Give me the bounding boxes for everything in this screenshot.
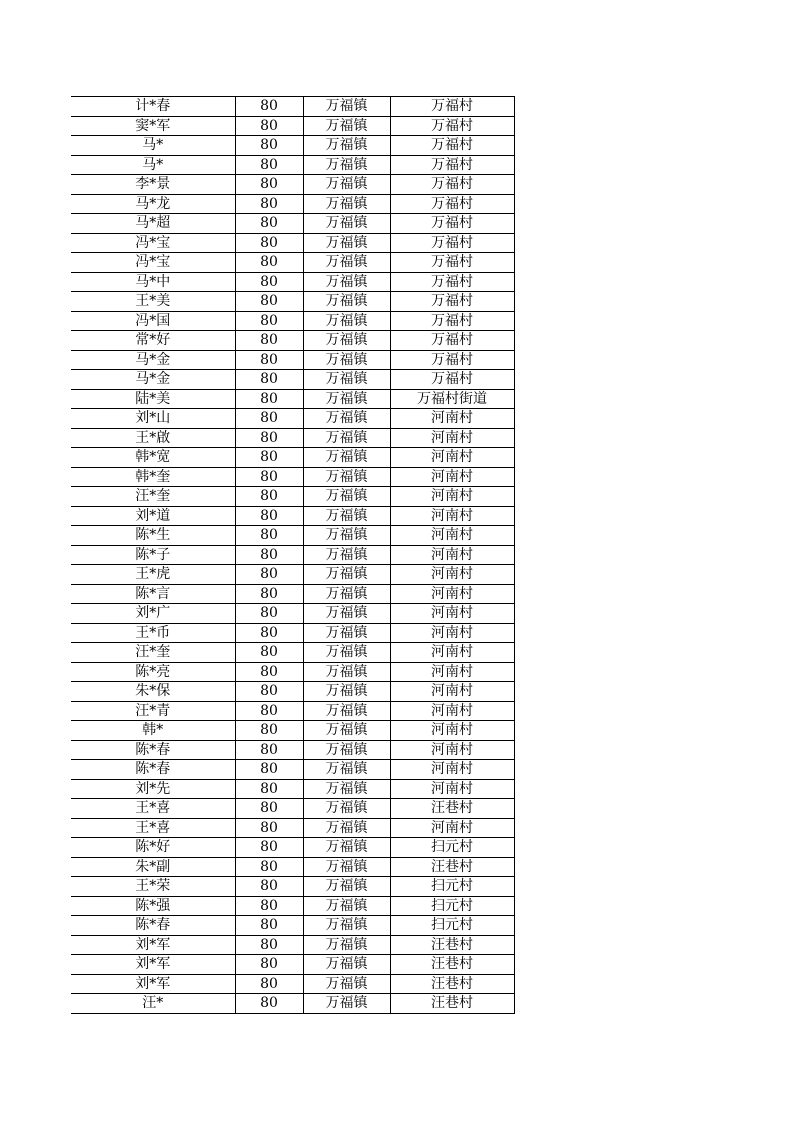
cell-village: 河南村 [390,818,514,838]
cell-village: 万福村 [390,97,514,117]
cell-town: 万福镇 [303,740,390,760]
cell-village: 河南村 [390,506,514,526]
cell-amount: 80 [235,799,303,819]
cell-amount: 80 [235,604,303,624]
cell-village: 河南村 [390,721,514,741]
cell-name: 刘*山 [71,409,235,429]
cell-town: 万福镇 [303,721,390,741]
cell-amount: 80 [235,760,303,780]
table-row [71,467,514,487]
cell-name: 陈*好 [71,838,235,858]
cell-town: 万福镇 [303,584,390,604]
cell-town: 万福镇 [303,487,390,507]
cell-town: 万福镇 [303,214,390,234]
cell-amount: 80 [235,350,303,370]
cell-town: 万福镇 [303,935,390,955]
cell-name: 韩*奎 [71,467,235,487]
cell-town: 万福镇 [303,194,390,214]
cell-name: 马*中 [71,272,235,292]
cell-town: 万福镇 [303,955,390,975]
cell-town: 万福镇 [303,311,390,331]
cell-village: 万福村 [390,136,514,156]
cell-village: 汪巷村 [390,994,514,1014]
cell-name: 王*虎 [71,565,235,585]
cell-amount: 80 [235,136,303,156]
cell-town: 万福镇 [303,857,390,877]
table-row [71,818,514,838]
cell-town: 万福镇 [303,350,390,370]
cell-name: 汪*奎 [71,487,235,507]
table-row [71,604,514,624]
cell-village: 万福村 [390,175,514,195]
cell-amount: 80 [235,467,303,487]
cell-town: 万福镇 [303,97,390,117]
cell-amount: 80 [235,682,303,702]
cell-town: 万福镇 [303,662,390,682]
cell-name: 冯*宝 [71,253,235,273]
table-row [71,623,514,643]
cell-name: 计*春 [71,97,235,117]
cell-village: 万福村 [390,116,514,136]
cell-name: 冯*宝 [71,233,235,253]
cell-name: 李*景 [71,175,235,195]
cell-name: 王*喜 [71,818,235,838]
cell-village: 河南村 [390,740,514,760]
cell-town: 万福镇 [303,175,390,195]
table-row [71,565,514,585]
cell-village: 万福村 [390,350,514,370]
cell-name: 王*币 [71,623,235,643]
cell-name: 刘*道 [71,506,235,526]
cell-amount: 80 [235,389,303,409]
cell-town: 万福镇 [303,428,390,448]
cell-amount: 80 [235,311,303,331]
cell-village: 河南村 [390,545,514,565]
table-row [71,662,514,682]
cell-village: 河南村 [390,760,514,780]
cell-name: 陈*子 [71,545,235,565]
cell-town: 万福镇 [303,545,390,565]
cell-town: 万福镇 [303,116,390,136]
cell-town: 万福镇 [303,779,390,799]
cell-amount: 80 [235,233,303,253]
table-row [71,643,514,663]
cell-village: 万福村 [390,253,514,273]
table-row [71,935,514,955]
cell-name: 王*荣 [71,877,235,897]
table-row [71,233,514,253]
roster-table [71,96,515,1014]
cell-village: 扫元村 [390,838,514,858]
cell-town: 万福镇 [303,448,390,468]
cell-name: 陈*言 [71,584,235,604]
cell-village: 河南村 [390,487,514,507]
cell-town: 万福镇 [303,818,390,838]
cell-amount: 80 [235,662,303,682]
table-row [71,526,514,546]
cell-village: 汪巷村 [390,955,514,975]
cell-town: 万福镇 [303,799,390,819]
table-row [71,721,514,741]
cell-name: 陈*春 [71,760,235,780]
cell-amount: 80 [235,155,303,175]
cell-name: 刘*军 [71,955,235,975]
cell-name: 马*龙 [71,194,235,214]
cell-town: 万福镇 [303,409,390,429]
table-row [71,331,514,351]
cell-amount: 80 [235,97,303,117]
cell-amount: 80 [235,721,303,741]
cell-village: 汪巷村 [390,857,514,877]
roster-table-body [71,97,514,1014]
cell-name: 陈*春 [71,740,235,760]
cell-amount: 80 [235,194,303,214]
table-row [71,838,514,858]
cell-name: 马*金 [71,370,235,390]
cell-amount: 80 [235,565,303,585]
cell-town: 万福镇 [303,877,390,897]
cell-village: 汪巷村 [390,935,514,955]
cell-name: 冯*国 [71,311,235,331]
cell-amount: 80 [235,409,303,429]
table-row [71,97,514,117]
table-row [71,155,514,175]
cell-name: 刘*军 [71,974,235,994]
table-row [71,292,514,312]
cell-village: 扫元村 [390,877,514,897]
table-row [71,350,514,370]
cell-town: 万福镇 [303,253,390,273]
cell-village: 扫元村 [390,916,514,936]
table-row [71,799,514,819]
cell-town: 万福镇 [303,974,390,994]
cell-village: 河南村 [390,662,514,682]
cell-name: 窦*军 [71,116,235,136]
cell-name: 韩*宽 [71,448,235,468]
cell-amount: 80 [235,272,303,292]
cell-amount: 80 [235,643,303,663]
cell-name: 朱*副 [71,857,235,877]
cell-town: 万福镇 [303,136,390,156]
cell-amount: 80 [235,994,303,1014]
cell-village: 河南村 [390,448,514,468]
cell-name: 汪*青 [71,701,235,721]
table-row [71,994,514,1014]
table-row [71,428,514,448]
cell-name: 汪* [71,994,235,1014]
cell-town: 万福镇 [303,760,390,780]
cell-amount: 80 [235,428,303,448]
cell-amount: 80 [235,292,303,312]
cell-name: 陆*美 [71,389,235,409]
cell-village: 河南村 [390,779,514,799]
cell-name: 王*喜 [71,799,235,819]
cell-village: 扫元村 [390,896,514,916]
cell-village: 河南村 [390,428,514,448]
cell-town: 万福镇 [303,506,390,526]
cell-name: 刘*先 [71,779,235,799]
cell-town: 万福镇 [303,994,390,1014]
cell-amount: 80 [235,487,303,507]
table-row [71,116,514,136]
cell-town: 万福镇 [303,623,390,643]
cell-town: 万福镇 [303,389,390,409]
cell-village: 河南村 [390,682,514,702]
cell-town: 万福镇 [303,272,390,292]
cell-town: 万福镇 [303,643,390,663]
cell-amount: 80 [235,701,303,721]
cell-village: 汪巷村 [390,799,514,819]
cell-amount: 80 [235,584,303,604]
cell-amount: 80 [235,857,303,877]
table-row [71,955,514,975]
cell-amount: 80 [235,506,303,526]
cell-village: 万福村 [390,370,514,390]
cell-amount: 80 [235,448,303,468]
cell-town: 万福镇 [303,467,390,487]
table-row [71,701,514,721]
cell-town: 万福镇 [303,526,390,546]
cell-village: 河南村 [390,467,514,487]
cell-name: 马* [71,155,235,175]
cell-village: 万福村 [390,311,514,331]
cell-amount: 80 [235,896,303,916]
table-row [71,896,514,916]
cell-town: 万福镇 [303,370,390,390]
cell-name: 汪*奎 [71,643,235,663]
cell-village: 河南村 [390,701,514,721]
table-row [71,857,514,877]
cell-town: 万福镇 [303,916,390,936]
cell-town: 万福镇 [303,155,390,175]
table-row [71,370,514,390]
cell-name: 刘*广 [71,604,235,624]
cell-name: 王*美 [71,292,235,312]
cell-amount: 80 [235,935,303,955]
table-row [71,779,514,799]
cell-amount: 80 [235,331,303,351]
cell-village: 万福村 [390,272,514,292]
cell-village: 万福村 [390,292,514,312]
cell-town: 万福镇 [303,604,390,624]
cell-village: 河南村 [390,643,514,663]
cell-town: 万福镇 [303,565,390,585]
cell-amount: 80 [235,370,303,390]
cell-village: 河南村 [390,409,514,429]
cell-amount: 80 [235,818,303,838]
cell-name: 常*好 [71,331,235,351]
table-row [71,175,514,195]
cell-town: 万福镇 [303,701,390,721]
cell-town: 万福镇 [303,233,390,253]
cell-name: 马*金 [71,350,235,370]
cell-amount: 80 [235,779,303,799]
table-row [71,740,514,760]
cell-amount: 80 [235,877,303,897]
table-row [71,974,514,994]
cell-village: 河南村 [390,565,514,585]
cell-amount: 80 [235,116,303,136]
cell-amount: 80 [235,955,303,975]
cell-town: 万福镇 [303,896,390,916]
cell-name: 韩* [71,721,235,741]
table-row [71,389,514,409]
cell-village: 万福村 [390,155,514,175]
table-row [71,877,514,897]
cell-name: 陈*春 [71,916,235,936]
table-row [71,214,514,234]
cell-village: 河南村 [390,623,514,643]
table-row [71,448,514,468]
cell-amount: 80 [235,623,303,643]
cell-amount: 80 [235,545,303,565]
cell-village: 河南村 [390,526,514,546]
table-row [71,409,514,429]
table-row [71,584,514,604]
table-row [71,682,514,702]
cell-name: 王*啟 [71,428,235,448]
cell-amount: 80 [235,740,303,760]
cell-village: 万福村街道 [390,389,514,409]
cell-amount: 80 [235,838,303,858]
table-row [71,545,514,565]
table-row [71,916,514,936]
cell-name: 马* [71,136,235,156]
cell-amount: 80 [235,253,303,273]
cell-town: 万福镇 [303,682,390,702]
cell-village: 万福村 [390,214,514,234]
table-row [71,311,514,331]
cell-town: 万福镇 [303,838,390,858]
cell-village: 河南村 [390,584,514,604]
table-row [71,506,514,526]
cell-village: 万福村 [390,233,514,253]
cell-name: 马*超 [71,214,235,234]
table-row [71,272,514,292]
cell-amount: 80 [235,916,303,936]
cell-name: 陈*亮 [71,662,235,682]
table-row [71,136,514,156]
cell-village: 汪巷村 [390,974,514,994]
cell-amount: 80 [235,526,303,546]
cell-amount: 80 [235,974,303,994]
cell-town: 万福镇 [303,292,390,312]
cell-village: 万福村 [390,331,514,351]
cell-name: 陈*强 [71,896,235,916]
cell-name: 陈*生 [71,526,235,546]
cell-amount: 80 [235,175,303,195]
cell-village: 万福村 [390,194,514,214]
table-row [71,253,514,273]
cell-village: 河南村 [390,604,514,624]
table-row [71,194,514,214]
table-row [71,487,514,507]
cell-town: 万福镇 [303,331,390,351]
table-row [71,760,514,780]
cell-amount: 80 [235,214,303,234]
cell-name: 朱*保 [71,682,235,702]
cell-name: 刘*军 [71,935,235,955]
